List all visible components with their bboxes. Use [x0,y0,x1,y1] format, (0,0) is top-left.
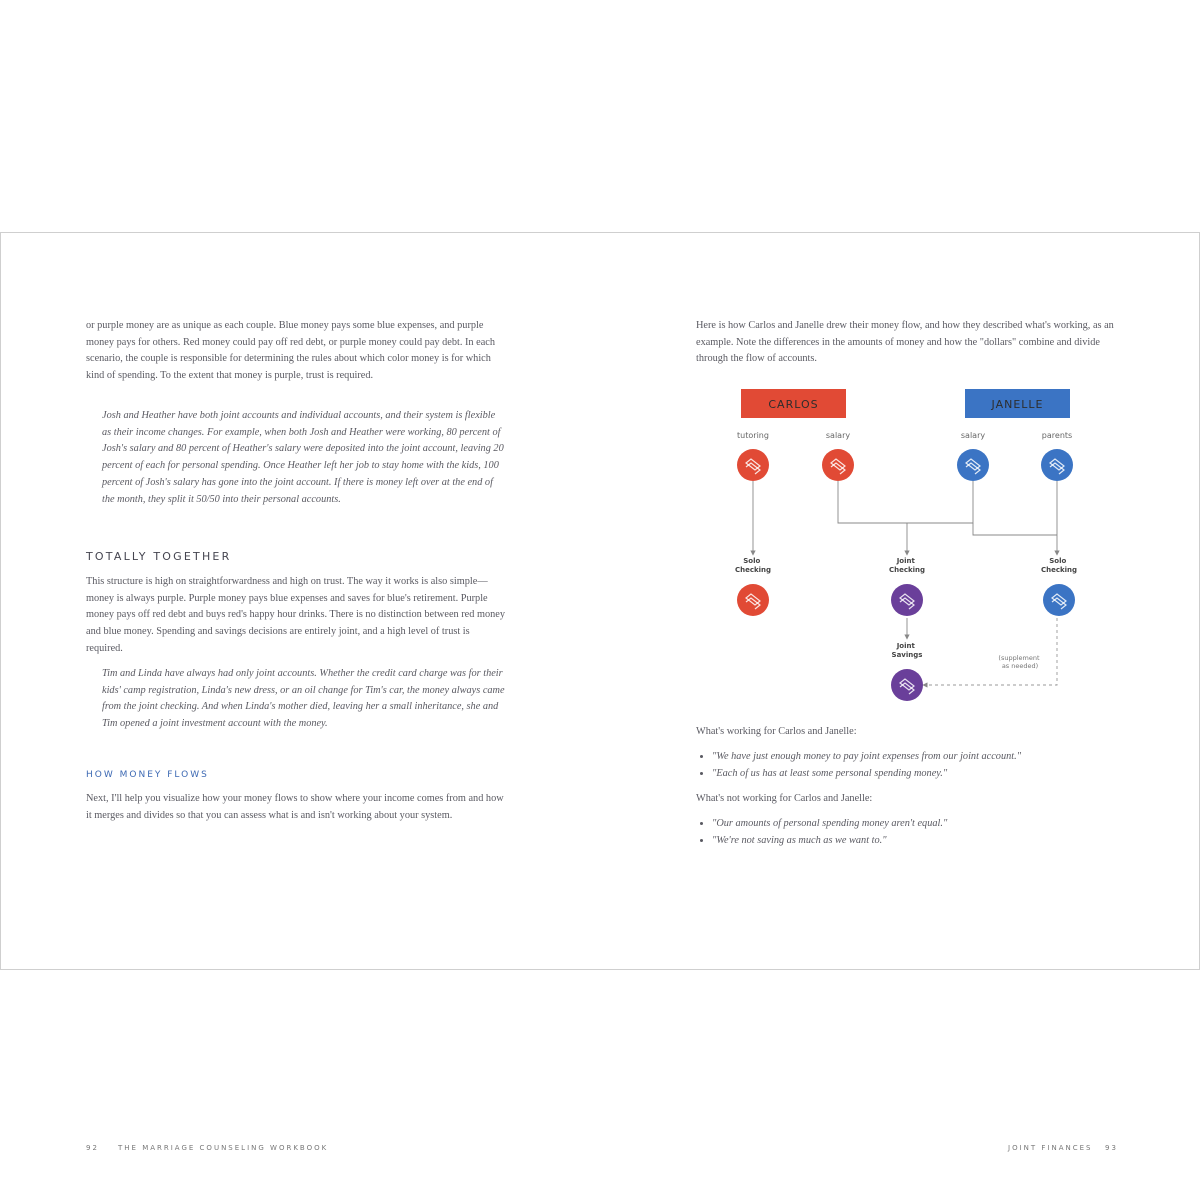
left-folio-number: 92 [86,1144,99,1152]
solo-checking-right-label: Solo Checking [1040,557,1078,574]
working-list [696,749,1132,782]
coin-solo-checking-right-icon [1043,584,1075,616]
not-working-item-2: • "We're not saving as much as we want to." [712,833,1132,850]
not-working-list [696,816,1132,849]
money-flow-diagram [600,233,1199,969]
coin-solo-checking-left-icon [737,584,769,616]
right-page [600,233,1199,1152]
flow-supplement-dashed [925,618,1057,685]
right-folio-title: JOINT FINANCES [1008,1144,1093,1152]
subheading-how-money-flows: HOW MONEY FLOWS [86,770,209,780]
supplement-note: (supplement as needed) [998,654,1040,670]
income-label-carlos-salary: salary [825,431,851,440]
section-heading-totally-together: TOTALLY TOGETHER [86,550,232,563]
coin-janelle-salary-icon [957,449,989,481]
income-label-janelle-salary: salary [960,431,986,440]
coin-carlos-salary-icon [822,449,854,481]
flow-salaries-merge [838,481,973,523]
carlos-label: CARLOS [768,398,819,411]
coin-tutoring-icon [737,449,769,481]
working-item-2: • "Each of us has at least some personal spending money." [712,766,1132,783]
solo-checking-left-label: Solo Checking [734,557,772,574]
working-item-1: • "We have just enough money to pay joint expenses from our joint account." [712,749,1132,766]
joint-savings-label: Joint Savings [891,642,923,659]
working-heading: What's working for Carlos and Janelle: [696,726,857,737]
left-page [1,233,600,1152]
coin-joint-savings-icon [891,669,923,701]
coin-parents-icon [1041,449,1073,481]
left-paragraph-3: Next, I'll help you visualize how your money flows to show where your income comes from and how it merges and divides so that you can assess what is and isn't working about your system. [86,793,504,821]
right-intro: Here is how Carlos and Janelle drew their money flow, and how they described what's working, as an example. Note the differences in the amounts of money and how the "dollars" combine and divide through the flow of accounts. [696,320,1114,365]
example-tim-linda: Tim and Linda have always had only joint accounts. Whether the credit card charge was for their kids' camp registration, Linda's new dress, or an oil change for Tim's car, the money always came from the joint checking. And when Linda's mother died, leaving her a small inheritance, she and Tim opened a joint investment account with the money. [102,668,505,730]
income-label-tutoring: tutoring [737,431,769,440]
left-folio-title: THE MARRIAGE COUNSELING WORKBOOK [118,1144,329,1152]
book-spread [0,232,1200,1152]
joint-checking-label: Joint Checking [888,557,926,574]
flow-janelle-to-solo [973,523,1057,535]
coin-joint-checking-icon [891,584,923,616]
not-working-heading: What's not working for Carlos and Janelle: [696,793,873,804]
not-working-item-1: • "Our amounts of personal spending money aren't equal." [712,816,1132,833]
left-paragraph-1: or purple money are as unique as each couple. Blue money pays some blue expenses, and purple money pays for others. Red money could pay off red debt, or purple money could pay debt. In each scenario, the couple is responsible for determining the rules about which color money is for which kind of spending. To the extent that money is purple, trust is required. [86,320,495,382]
right-folio-number: 93 [1105,1144,1118,1152]
left-paragraph-2: This structure is high on straightforwardness and high on trust. The way it works is also simple—money is always purple. Purple money pays blue expenses and saves for blue's retirement. Purple money pays off red debt and buys red's happy hour drinks. There is no distinction between red money and blue money. Spending and savings decisions are entirely joint, and a high level of trust is required. [86,576,505,654]
example-josh-heather: Josh and Heather have both joint accounts and individual accounts, and their system is flexible as their income changes. For example, when both Josh and Heather were working, 80 percent of Josh's salary and 80 percent of Heather's salary were deposited into the joint account, leaving 20 percent of each for personal spending. Once Heather left her job to stay home with the kids, 100 percent of Josh's salary has gone into the joint account. If there is money left over at the end of the month, they split it 50/50 into their personal accounts. [102,410,504,505]
janelle-label: JANELLE [991,398,1044,411]
income-label-parents: parents [1041,431,1073,440]
